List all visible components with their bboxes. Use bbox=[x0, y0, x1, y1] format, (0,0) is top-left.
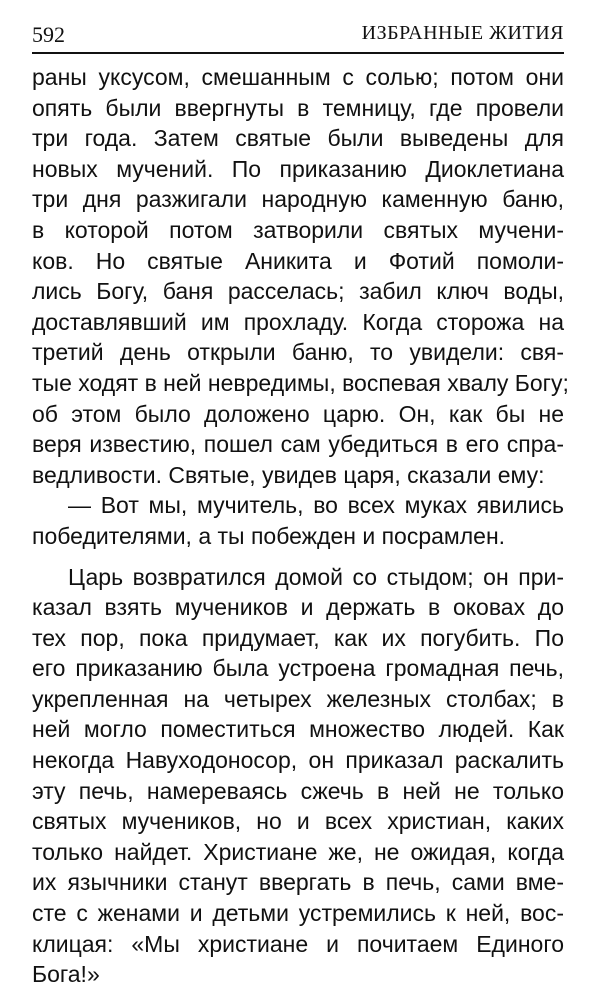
text-line: лись Богу, баня расселась; забил ключ воды, bbox=[32, 278, 564, 305]
text-line: опять были ввергнуты в темницу, где провели bbox=[32, 94, 564, 121]
text-line: новых мучений. По приказанию Диоклетиана bbox=[32, 155, 564, 182]
text-line: тех пор, пока придумает, как их погубить. По bbox=[32, 624, 564, 651]
text-line: некогда Навуходоносор, он приказал раскалить bbox=[32, 747, 564, 774]
text-line: укрепленная на четырех железных столбах; в bbox=[32, 685, 564, 712]
text-line: тые ходят в ней невредимы, воспевая хвалу Богу; bbox=[32, 369, 569, 396]
text-line: только найдет. Христиане же, не ожидая, когда bbox=[32, 838, 564, 865]
text-line: три года. Затем святые были выведены для bbox=[32, 125, 564, 152]
text-line: три дня разжигали народную каменную баню, bbox=[32, 186, 564, 213]
text-line: в которой потом затворили святых мучени- bbox=[32, 216, 564, 243]
text-line: раны уксусом, смешанным с солью; потом они bbox=[32, 64, 564, 90]
text-line: ков. Но святые Аникита и Фотий помоли- bbox=[32, 247, 564, 274]
page-number: 592 bbox=[32, 22, 65, 47]
text-line: об этом было доложено царю. Он, как бы не bbox=[32, 400, 564, 427]
text-line: ведливости. Святые, увидев царя, сказали ему: bbox=[32, 461, 545, 488]
text-line: Царь возвратился домой со стыдом; он при- bbox=[68, 563, 564, 590]
page-header bbox=[32, 18, 564, 54]
text-line: клицая: «Мы христиане и почитаем Единого bbox=[32, 930, 564, 957]
paragraph-gap bbox=[32, 552, 564, 562]
text-line: казал взять мучеников и держать в оковах до bbox=[32, 594, 564, 621]
text-line: победителями, а ты побежден и посрамлен. bbox=[32, 522, 506, 549]
text-line: его приказанию была устроена громадная печь, bbox=[32, 655, 564, 682]
text-line: ней могло поместиться множество людей. Как bbox=[32, 716, 564, 743]
text-line: Бога!» bbox=[32, 961, 100, 988]
text-line: их язычники станут ввергать в печь, сами вме- bbox=[32, 869, 564, 896]
text-line: третий день открыли баню, то увидели: свя- bbox=[32, 339, 564, 366]
body-text bbox=[32, 62, 569, 990]
paragraph bbox=[32, 62, 569, 490]
text-line: веря известию, пошел сам убедиться в его спра- bbox=[32, 431, 564, 458]
running-title: ИЗБРАННЫЕ ЖИТИЯ bbox=[361, 22, 564, 44]
paragraph bbox=[32, 490, 564, 551]
text-line: доставлявший им прохладу. Когда сторожа на bbox=[32, 308, 564, 335]
text-line: святых мучеников, но и всех христиан, каких bbox=[32, 808, 564, 835]
text-line: — Вот мы, мучитель, во всех муках явились bbox=[68, 492, 564, 519]
text-line: сте с женами и детьми устремились к ней, вос- bbox=[32, 900, 564, 927]
text-line: эту печь, намереваясь сжечь в ней не только bbox=[32, 777, 564, 804]
paragraph bbox=[32, 562, 564, 990]
